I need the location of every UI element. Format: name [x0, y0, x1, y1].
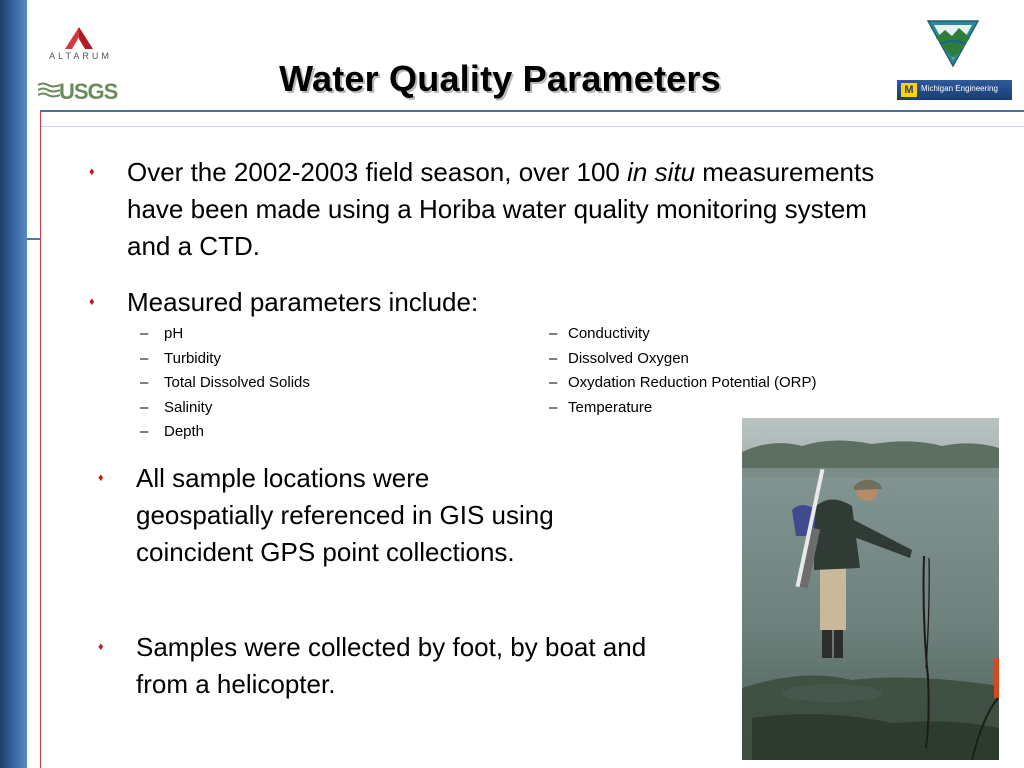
list-item: – Total Dissolved Solids: [140, 374, 310, 392]
margin-rule: [40, 112, 41, 768]
michigan-block-m: M: [901, 83, 917, 97]
list-item: – Salinity: [140, 398, 213, 416]
header-rule: [40, 110, 1024, 112]
list-item: – Turbidity: [140, 349, 221, 367]
list-item: – Depth: [140, 423, 205, 441]
bullet-text: Measured parameters include:: [127, 287, 479, 317]
bullet-item: [96, 460, 571, 571]
usgs-wordmark: USGS: [59, 79, 118, 104]
diamond-bullet-icon: ♦: [98, 472, 104, 484]
bullet-text: Over the 2002-2003 field season, over 100 in situ measurements have been made using a Horiba water quality monitoring system and a CTD.: [127, 157, 875, 261]
slide-title: Water Quality Parameters: [279, 58, 721, 99]
diamond-bullet-icon: ♦: [98, 641, 104, 653]
parameters-list-right: [549, 322, 816, 420]
diamond-bullet-icon: ♦: [89, 296, 95, 308]
band-accent: [27, 238, 41, 240]
list-item: – Conductivity: [549, 325, 650, 342]
bullet-text: All sample locations were geospatially referenced in GIS using coincident GPS point collections.: [136, 463, 554, 567]
left-decorative-band: [0, 0, 27, 768]
list-item: – pH: [140, 325, 184, 342]
bullet-item: [87, 154, 887, 265]
parameters-list-left: [140, 322, 310, 445]
bullet-text: Samples were collected by foot, by boat and from a helicopter.: [136, 632, 647, 699]
bullet-item: [96, 629, 656, 703]
list-item: – Temperature: [549, 398, 653, 416]
italic-term: in situ: [627, 157, 696, 187]
altarum-wordmark: ALTARUM: [49, 51, 112, 61]
list-item: – Oxydation Reduction Potential (ORP): [549, 374, 817, 392]
bullet-item: [87, 284, 887, 321]
header-rule-light: [40, 126, 1024, 127]
altarum-mark-icon: [63, 26, 95, 50]
diamond-bullet-icon: ♦: [89, 166, 95, 178]
list-item: – Dissolved Oxygen: [549, 349, 689, 367]
field-sampling-photo: [742, 418, 999, 760]
michigan-wordmark: Michigan Engineering: [921, 84, 998, 93]
